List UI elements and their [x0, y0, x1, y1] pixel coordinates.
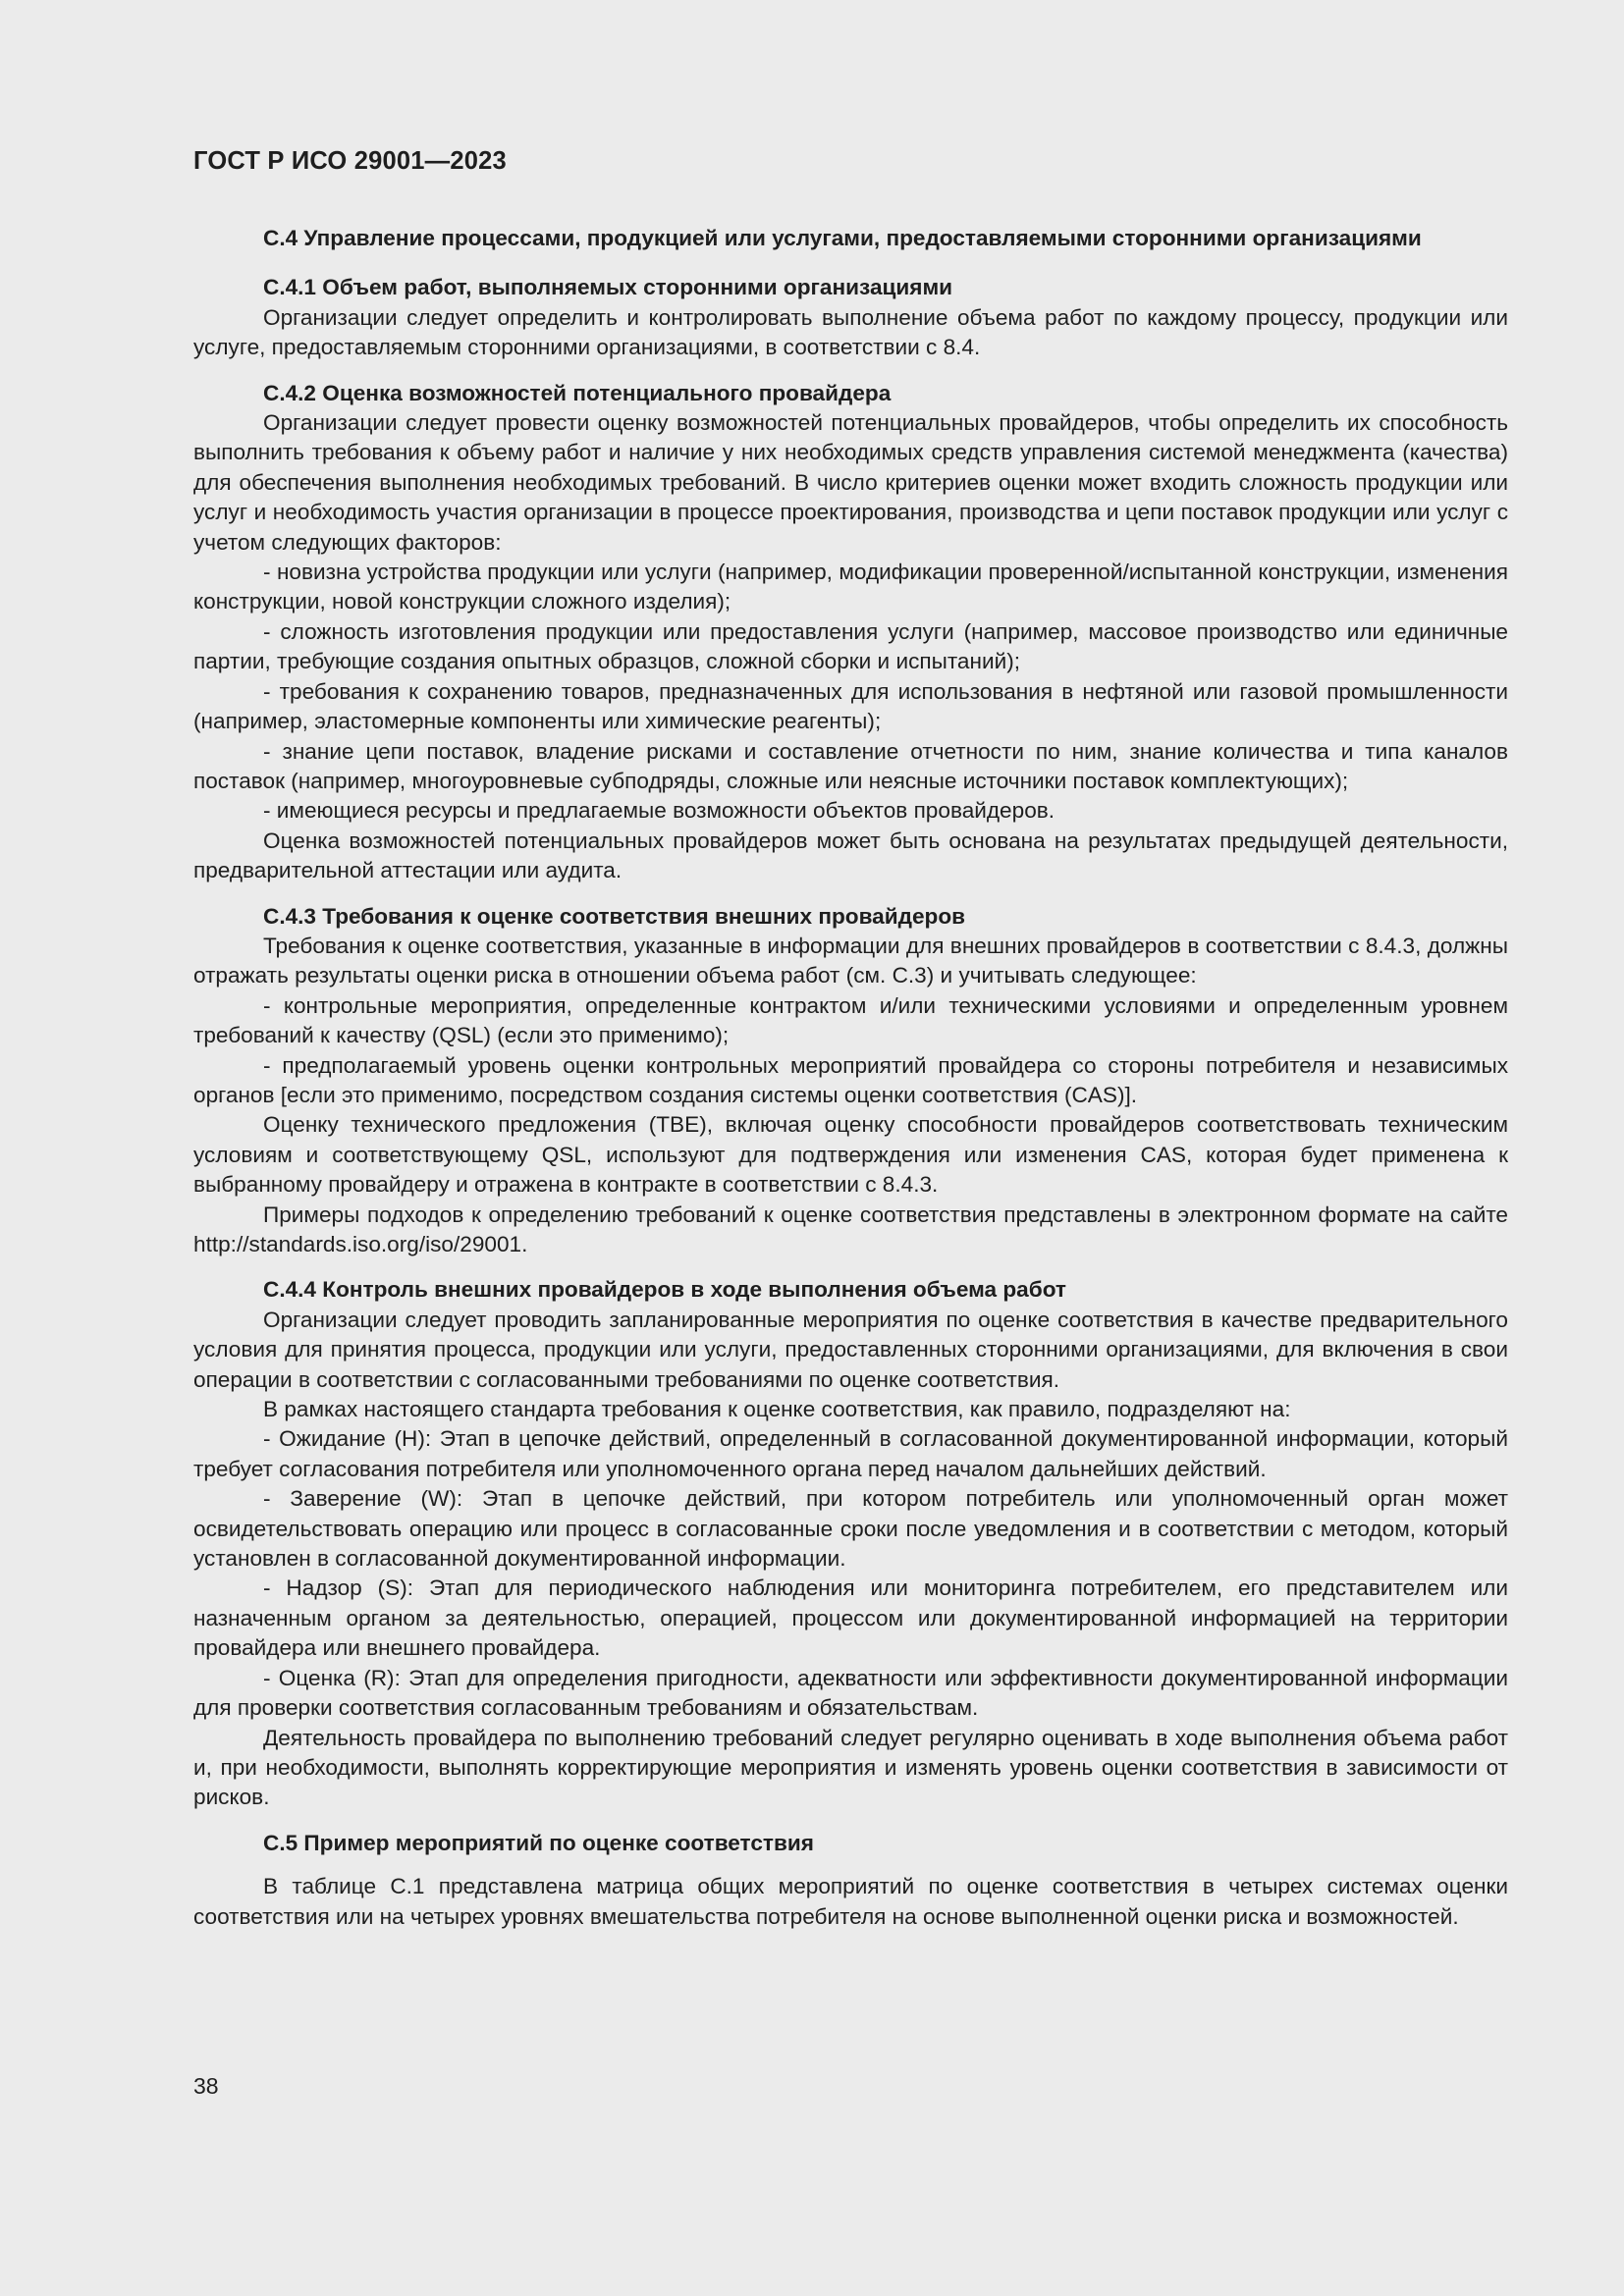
paragraph: В рамках настоящего стандарта требования к оценке соответствия, как правило, подразделяют на:	[263, 1397, 1291, 1422]
paragraph: В таблице С.1 представлена матрица общих мероприятий по оценке соответствия в четырех системах оценки соответствия или на четырех уровнях вмешательства потребителя на основе выполненной оценки риска и возможностей.	[193, 1874, 1508, 1929]
section-heading-c4-2: С.4.2 Оценка возможностей потенциального провайдера	[263, 380, 892, 405]
section-heading-c4: С.4 Управление процессами, продукцией или услугами, предоставляемыми сторонними организациями	[263, 226, 1422, 250]
list-item: - имеющиеся ресурсы и предлагаемые возможности объектов провайдеров.	[263, 798, 1056, 824]
paragraph: Требования к оценке соответствия, указанные в информации для внешних провайдеров в соответствии с 8.4.3, должны отражать результаты оценки риска в отношении объема работ (см. С.3) и учитывать следующее:	[193, 933, 1508, 988]
list-item: - знание цепи поставок, владение рисками и составление отчетности по ним, знание количества и типа каналов поставок (например, многоуровневые субподряды, сложные или неясные источники поставок комплектующих);	[193, 738, 1508, 793]
list-item: - новизна устройства продукции или услуги (например, модификации проверенной/испытанной конструкции, изменения конструкции, новой конструкции сложного изделия);	[193, 560, 1508, 614]
list-item: - сложность изготовления продукции или предоставления услуги (например, массовое производство или единичные партии, требующие создания опытных образцов, сложной сборки и испытаний);	[193, 618, 1508, 674]
list-item: - Ожидание (Н): Этап в цепочке действий, определенный в согласованной документированной информации, который требует согласования потребителя или уполномоченного органа перед началом дальнейших действий.	[193, 1426, 1508, 1481]
list-item: - предполагаемый уровень оценки контрольных мероприятий провайдера со стороны потребителя и независимых органов [если это применимо, посредством создания системы оценки соответствия (CAS)].	[193, 1052, 1508, 1107]
section-heading-c4-3: С.4.3 Требования к оценке соответствия внешних провайдеров	[263, 903, 966, 929]
paragraph: Организации следует определить и контролировать выполнение объема работ по каждому процессу, продукции или услуге, предоставляемым сторонними организациями, в соответствии с 8.4.	[193, 304, 1508, 360]
page-number: 38	[193, 2073, 219, 2099]
standard-designation: ГОСТ Р ИСО 29001—2023	[193, 147, 507, 175]
list-item: - требования к сохранению товаров, предназначенных для использования в нефтяной или газовой промышленности (например, эластомерные компоненты или химические реагенты);	[193, 678, 1508, 734]
section-heading-c4-4: С.4.4 Контроль внешних провайдеров в ходе выполнения объема работ	[263, 1277, 1066, 1303]
paragraph: Оценка возможностей потенциальных провайдеров может быть основана на результатах предыдущей деятельности, предварительной аттестации или аудита.	[193, 828, 1508, 883]
paragraph: Деятельность провайдера по выполнению требований следует регулярно оценивать в ходе выполнения объема работ и, при необходимости, выполнять корректирующие мероприятия и изменять уровень оценки соответствия в зависимости от рисков.	[193, 1725, 1508, 1810]
list-item: - контрольные мероприятия, определенные контрактом и/или техническими условиями и определенным уровнем требований к качеству (QSL) (если это применимо);	[193, 992, 1508, 1048]
paragraph: Организации следует проводить запланированные мероприятия по оценке соответствия в качестве предварительного условия для принятия процесса, продукции или услуги, предоставленных сторонними организациями, для включения в свои операции в соответствии с согласованными требованиями по оценке соответствия.	[193, 1307, 1508, 1392]
document-body	[193, 224, 1508, 1932]
section-heading-c5: С.5 Пример мероприятий по оценке соответствия	[263, 1830, 814, 1855]
list-item: - Оценка (R): Этап для определения пригодности, адекватности или эффективности документированной информации для проверки соответствия согласованным требованиям и обязательствам.	[193, 1665, 1508, 1721]
paragraph: Оценку технического предложения (ТВЕ), включая оценку способности провайдеров соответствовать техническим условиям и соответствующему QSL, используют для подтверждения или изменения CAS, которая будет применена к выбранному провайдеру и отражена в контракте в соответствии с 8.4.3.	[193, 1112, 1508, 1198]
paragraph: Примеры подходов к определению требований к оценке соответствия представлены в электронном формате на сайте http://standards.iso.org/iso/29001.	[193, 1201, 1508, 1256]
paragraph: Организации следует провести оценку возможностей потенциальных провайдеров, чтобы определить их способность выполнить требования к объему работ и наличие у них необходимых средств управления системой менеджмента (качества) для обеспечения выполнения необходимых требований. В число критериев оценки может входить сложность продукции или услуг и необходимость участия организации в процессе проектирования, производства и цепи поставок продукции или услуг с учетом следующих факторов:	[193, 410, 1508, 555]
list-item: - Надзор (S): Этап для периодического наблюдения или мониторинга потребителем, его представителем или назначенным органом за деятельностью, операцией, процессом или документированной информацией на территории провайдера или внешнего провайдера.	[193, 1575, 1508, 1661]
list-item: - Заверение (W): Этап в цепочке действий, при котором потребитель или уполномоченный орган может освидетельствовать операцию или процесс в согласованные сроки после уведомления и в соответствии с методом, который установлен в согласованной документированной информации.	[193, 1486, 1508, 1572]
section-heading-c4-1: С.4.1 Объем работ, выполняемых сторонними организациями	[263, 275, 953, 300]
